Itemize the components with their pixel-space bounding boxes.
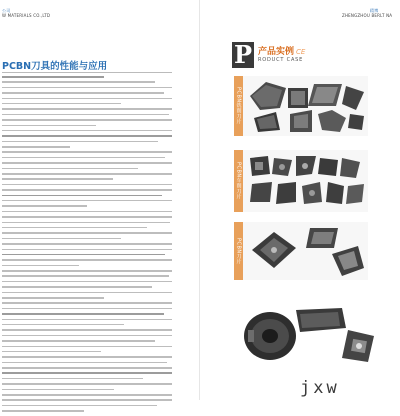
body-text-line (2, 184, 172, 186)
body-text-line (2, 319, 172, 321)
body-text-line (2, 324, 124, 326)
body-text-line (2, 275, 169, 277)
body-text-line (2, 119, 172, 121)
body-text-line (2, 351, 101, 353)
case-title-text: 产品实例 (258, 47, 295, 57)
body-text-line (2, 405, 157, 407)
body-text-line (2, 227, 147, 229)
body-text-line (2, 92, 164, 94)
body-text-line (2, 130, 172, 132)
body-text-line (2, 81, 155, 83)
body-text-line (2, 135, 172, 137)
body-text-line (2, 238, 121, 240)
body-text-line (2, 335, 172, 337)
panel-label-turning: PCBN车削刀片 (234, 150, 243, 212)
product-panel-turning (234, 150, 368, 212)
body-text-line (2, 389, 114, 391)
body-text-line (2, 114, 169, 116)
body-text-line (2, 141, 158, 143)
panel-label-milling: PCBN铣削刀片 (234, 76, 243, 136)
body-text-line (2, 259, 172, 261)
body-text-line (2, 189, 172, 191)
turning-inserts-image (246, 152, 366, 210)
body-text-line (2, 222, 170, 224)
body-text-line (2, 216, 172, 218)
case-title-ce: CE (296, 48, 306, 56)
body-text-line (2, 394, 172, 396)
body-text-line (2, 308, 172, 310)
body-text-line (2, 108, 172, 110)
bottom-products-image (238, 300, 378, 370)
body-text-line (2, 211, 172, 213)
body-text-line (2, 168, 138, 170)
left-header-company-en: W MATERIALS CO.,LTD (2, 13, 51, 18)
body-text-line (2, 232, 172, 234)
body-text-line (2, 76, 104, 78)
body-text-line (2, 346, 172, 348)
body-text-line (2, 195, 162, 197)
watermark (300, 378, 340, 398)
body-text-line (2, 313, 164, 315)
body-text-line (2, 178, 113, 180)
body-text-line (2, 162, 172, 164)
case-letter: P (233, 40, 253, 69)
insert-image (246, 224, 366, 278)
body-text-line (2, 265, 79, 267)
body-text-line (2, 297, 104, 299)
body-text-line (2, 173, 172, 175)
body-text-line (2, 87, 172, 89)
body-text-line (2, 302, 172, 304)
body-text-line (2, 205, 87, 207)
milling-inserts-image (246, 78, 366, 134)
article-title: PCBN刀具的性能与应用 (2, 61, 108, 72)
body-text-line (2, 329, 172, 331)
body-text-line (2, 125, 96, 127)
body-text-line (2, 286, 152, 288)
body-text-line (2, 362, 167, 364)
case-subtitle: RODUCT CASE (258, 57, 304, 63)
body-text-line (2, 146, 70, 148)
product-panel-insert (234, 222, 368, 280)
watermark-text: jxw (300, 378, 340, 398)
panel-label-insert: PCBN刀片 (234, 222, 243, 280)
body-text-line (2, 292, 172, 294)
body-text-line (2, 340, 155, 342)
body-text-line (2, 157, 165, 159)
body-text-line (2, 254, 165, 256)
body-text-line (2, 98, 172, 100)
right-header-company: 精博 (370, 8, 379, 13)
body-text-line (2, 410, 84, 412)
left-page (0, 0, 200, 400)
product-panel-milling (234, 76, 368, 136)
case-title (258, 44, 305, 57)
body-text-line (2, 367, 172, 369)
right-header-company-en: ZHENGZHOU BERLT NA (342, 13, 393, 18)
body-text-line (2, 249, 172, 251)
article-body (2, 76, 180, 416)
body-text-line (2, 281, 172, 283)
body-text-line (2, 372, 172, 374)
body-text-line (2, 378, 143, 380)
body-text-line (2, 151, 172, 153)
body-text-line (2, 103, 121, 105)
body-text-line (2, 383, 172, 385)
body-text-line (2, 243, 172, 245)
body-text-line (2, 200, 172, 202)
body-text-line (2, 270, 172, 272)
body-text-line (2, 356, 172, 358)
title-divider (2, 72, 172, 73)
left-header-company: 公司 (2, 8, 11, 13)
